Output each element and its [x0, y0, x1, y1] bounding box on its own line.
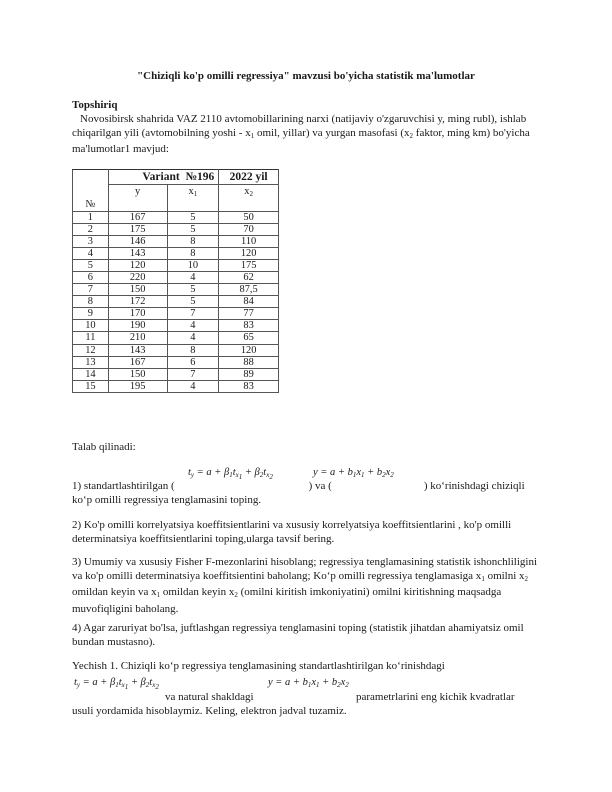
cell-n: 5 — [73, 259, 109, 271]
cell-x2: 84 — [219, 296, 279, 308]
cell-y: 220 — [108, 271, 167, 283]
col-header-x1: $x_1$ — [167, 185, 219, 212]
cell-y: 143 — [108, 344, 167, 356]
cell-x1: 5 — [167, 284, 219, 296]
item-2: 2) Ko'p omilli korrelyatsiya koeffitsientlarini va xususiy korrelyatsiya koeffitsientlarini , ko'p omilli determinatsiya koeffitsientlarini toping,ularga tavsif bering. — [72, 519, 512, 545]
required-label: Talab qilinadi: — [72, 441, 136, 453]
cell-n: 1 — [73, 211, 109, 223]
cell-n: 7 — [73, 284, 109, 296]
cell-x2: 83 — [219, 320, 279, 332]
cell-y: 167 — [108, 356, 167, 368]
cell-x1: 7 — [167, 368, 219, 380]
item-4: 4) Agar zaruriyat bo'lsa, juftlashgan regressiya tenglamasini toping (statistik jihatdan ahamiyatsiz omil bundan mustasno). — [72, 622, 524, 648]
solution-text-3b: usuli yordamida hisoblaymiz. Keling, elektron jadval tuzamiz. — [72, 705, 347, 717]
table-row — [73, 211, 279, 223]
cell-y: 167 — [108, 211, 167, 223]
cell-x1: 4 — [167, 332, 219, 344]
cell-y: 143 — [108, 247, 167, 259]
cell-x1: 6 — [167, 356, 219, 368]
cell-x1: 4 — [167, 271, 219, 283]
cell-x2: 120 — [219, 344, 279, 356]
table-row — [73, 308, 279, 320]
cell-n: 3 — [73, 235, 109, 247]
variant-year: 2022 yil — [219, 170, 279, 185]
variant-label: Variant №196 — [108, 170, 218, 185]
table-header-columns — [73, 185, 279, 212]
cell-y: 150 — [108, 284, 167, 296]
solution-text-1: Yechish 1. Chiziqli ko‘p regressiya tenglamasining standartlashtirilgan ko‘rinishdagi — [72, 660, 445, 672]
cell-x1: 4 — [167, 320, 219, 332]
task-description: Novosibirsk shahrida VAZ 2110 avtomobillarining narxi (natijaviy o'zgaruvchisi y, ming rubl), ishlab chiqarilgan yili (avtomobilning yoshi - $x_1$ omil, yillar) va yurgan masofasi ($x_2$ faktor, ming km) bo'yicha ma'lumotlar1 mavjud: — [72, 113, 530, 155]
cell-n: 6 — [73, 271, 109, 283]
cell-x1: 5 — [167, 223, 219, 235]
cell-x2: 62 — [219, 271, 279, 283]
cell-y: 175 — [108, 223, 167, 235]
cell-x2: 65 — [219, 332, 279, 344]
col-header-y: y — [108, 185, 167, 212]
table-row — [73, 259, 279, 271]
cell-x2: 120 — [219, 247, 279, 259]
cell-y: 150 — [108, 368, 167, 380]
cell-x2: 110 — [219, 235, 279, 247]
cell-x1: 10 — [167, 259, 219, 271]
cell-x2: 175 — [219, 259, 279, 271]
cell-y: 172 — [108, 296, 167, 308]
standardized-equation: $t_y = a + \beta_1t_{x_1} + \beta_2t_{x_2}$ — [188, 467, 273, 481]
table-row — [73, 247, 279, 259]
table-row — [73, 235, 279, 247]
table-row — [73, 332, 279, 344]
cell-x1: 8 — [167, 247, 219, 259]
table-row — [73, 356, 279, 368]
cell-n: 8 — [73, 296, 109, 308]
cell-y: 190 — [108, 320, 167, 332]
cell-n: 14 — [73, 368, 109, 380]
table-header-variant — [73, 170, 279, 185]
cell-y: 210 — [108, 332, 167, 344]
cell-x1: 5 — [167, 296, 219, 308]
cell-y: 120 — [108, 259, 167, 271]
table-row — [73, 320, 279, 332]
cell-x1: 5 — [167, 211, 219, 223]
item-3: 3) Umumiy va xususiy Fisher F-mezonlarini hisoblang; regressiya tenglamasining statistik ishonchliligini va ko'p omilli determinatsiya koeffitsientini baholang; Ko‘p omilli regressiya tenglamasiga $x_1$ omilni $x_2$ omildan keyin va $x_1$ omildan keyin $x_2$ (omilni kiritish imkoniyatini) omilni kiritishning maqsadga muvofiqligini baholang. — [72, 556, 538, 615]
cell-n: 15 — [73, 380, 109, 392]
cell-x2: 89 — [219, 368, 279, 380]
table-row — [73, 271, 279, 283]
cell-y: 170 — [108, 308, 167, 320]
solution-text-2: va natural shakldagi — [165, 691, 254, 703]
table-row — [73, 223, 279, 235]
table-row — [73, 368, 279, 380]
cell-n: 2 — [73, 223, 109, 235]
task-heading: Topshiriq — [72, 99, 118, 111]
cell-x1: 8 — [167, 344, 219, 356]
col-header-x2: $x_2$ — [219, 185, 279, 212]
cell-x1: 4 — [167, 380, 219, 392]
cell-x2: 88 — [219, 356, 279, 368]
solution-text-3a: parametrlarini eng kichik kvadratlar — [356, 691, 515, 703]
cell-x2: 50 — [219, 211, 279, 223]
table-row — [73, 296, 279, 308]
cell-n: 12 — [73, 344, 109, 356]
cell-n: 13 — [73, 356, 109, 368]
cell-y: 146 — [108, 235, 167, 247]
cell-n: 4 — [73, 247, 109, 259]
cell-n: 11 — [73, 332, 109, 344]
col-header-number: № — [73, 185, 109, 212]
cell-n: 10 — [73, 320, 109, 332]
cell-x2: 83 — [219, 380, 279, 392]
cell-x1: 7 — [167, 308, 219, 320]
cell-y: 195 — [108, 380, 167, 392]
table-row — [73, 380, 279, 392]
solution-standardized-equation: $t_y = a + \beta_1t_{x_1} + \beta_2t_{x_2}$ — [74, 677, 159, 691]
natural-equation: $y = a + b_1x_1 + b_2x_2$ — [313, 467, 394, 479]
cell-x2: 77 — [219, 308, 279, 320]
page-title: "Chiziqli ko'p omilli regressiya" mavzusi bo'yicha statistik ma'lumotlar — [137, 70, 475, 82]
item-1: 1) standartlashtirilgan ( ) va ( ) ko‘rinishdagi chiziqli ko‘p omilli regressiya tenglamasini toping. — [72, 480, 525, 506]
table-row — [73, 284, 279, 296]
table-row — [73, 344, 279, 356]
data-table — [72, 169, 279, 393]
cell-x2: 70 — [219, 223, 279, 235]
cell-x1: 8 — [167, 235, 219, 247]
solution-natural-equation: $y = a + b_1x_1 + b_2x_2$ — [268, 677, 349, 689]
cell-n: 9 — [73, 308, 109, 320]
cell-x2: 87,5 — [219, 284, 279, 296]
